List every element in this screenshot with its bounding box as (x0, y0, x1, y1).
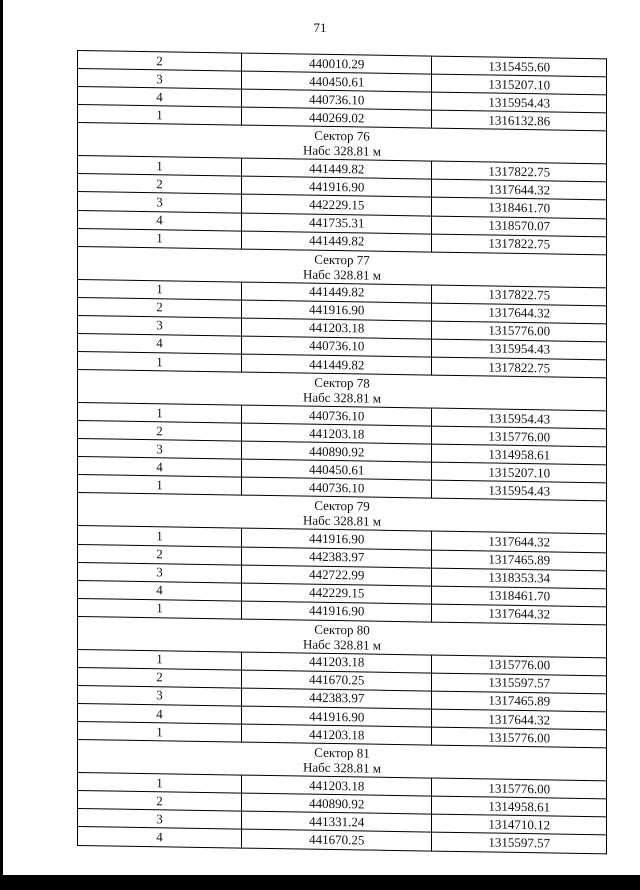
x-coordinate-cell: 441449.82 (242, 158, 432, 179)
point-number-cell: 1 (78, 351, 242, 372)
point-number-cell: 1 (78, 773, 242, 794)
y-coordinate-cell: 1315455.60 (432, 56, 607, 77)
y-coordinate-cell: 1315597.57 (432, 673, 607, 694)
y-coordinate-cell: 1315207.10 (432, 74, 607, 95)
point-number-cell: 1 (78, 105, 242, 126)
sector-name: Сектор 78 (314, 374, 370, 391)
y-coordinate-cell: 1314710.12 (432, 814, 607, 835)
x-coordinate-cell: 440890.92 (242, 793, 432, 814)
point-number-cell: 2 (78, 174, 242, 195)
x-coordinate-cell: 440736.10 (242, 336, 432, 357)
point-number-cell: 2 (78, 51, 242, 72)
x-coordinate-cell: 441916.90 (242, 176, 432, 197)
sector-elevation: Набс 328.81 м (302, 142, 382, 160)
y-coordinate-cell: 1317644.32 (432, 709, 607, 730)
point-number-cell: 1 (78, 228, 242, 249)
x-coordinate-cell: 441449.82 (242, 231, 432, 252)
y-coordinate-cell: 1317644.32 (432, 531, 607, 552)
x-coordinate-cell: 441203.18 (242, 724, 432, 745)
y-coordinate-cell: 1315954.43 (432, 339, 607, 360)
x-coordinate-cell: 441916.90 (242, 300, 432, 321)
x-coordinate-cell: 442229.15 (242, 583, 432, 604)
y-coordinate-cell: 1315776.00 (432, 655, 607, 676)
point-number-cell: 4 (78, 210, 242, 231)
point-number-cell: 2 (78, 667, 242, 688)
coordinates-table (77, 50, 607, 854)
y-coordinate-cell: 1315776.00 (432, 778, 607, 799)
x-coordinate-cell: 441331.24 (242, 811, 432, 832)
x-coordinate-cell: 441670.25 (242, 829, 432, 851)
coordinates-table-body (78, 51, 607, 854)
y-coordinate-cell: 1317644.32 (432, 303, 607, 324)
x-coordinate-cell: 441449.82 (242, 282, 432, 303)
x-coordinate-cell: 440010.29 (242, 53, 432, 74)
point-number-cell: 4 (78, 580, 242, 601)
point-number-cell: 4 (78, 333, 242, 354)
y-coordinate-cell: 1315776.00 (432, 426, 607, 447)
y-coordinate-cell: 1314958.61 (432, 796, 607, 817)
page-number: 71 (313, 20, 327, 35)
point-number-cell: 3 (78, 69, 242, 90)
sector-name: Сектор 76 (314, 128, 370, 144)
y-coordinate-cell: 1317465.89 (432, 550, 607, 571)
point-number-cell: 4 (78, 827, 242, 848)
sector-elevation: Набс 328.81 м (302, 759, 382, 776)
x-coordinate-cell: 440736.10 (242, 405, 432, 426)
point-number-cell: 2 (78, 791, 242, 812)
x-coordinate-cell: 440269.02 (242, 107, 432, 128)
scan-border-bottom (0, 875, 640, 890)
y-coordinate-cell: 1317465.89 (432, 691, 607, 712)
sector-name: Сектор 80 (314, 621, 370, 638)
y-coordinate-cell: 1315954.43 (432, 92, 607, 113)
point-number-cell: 2 (78, 544, 242, 565)
point-number-cell: 1 (78, 722, 242, 743)
sector-elevation: Набс 328.81 м (302, 266, 382, 283)
point-number-cell: 3 (78, 685, 242, 706)
point-number-cell: 1 (78, 475, 242, 496)
point-number-cell: 2 (78, 421, 242, 442)
point-number-cell: 1 (78, 156, 242, 177)
x-coordinate-cell: 441203.18 (242, 652, 432, 673)
y-coordinate-cell: 1316132.86 (432, 110, 607, 131)
sector-name: Сектор 81 (314, 744, 370, 761)
x-coordinate-cell: 440736.10 (242, 477, 432, 498)
x-coordinate-cell: 441203.18 (242, 423, 432, 444)
x-coordinate-cell: 442722.99 (242, 565, 432, 586)
scan-border-left (0, 0, 3, 890)
y-coordinate-cell: 1317822.75 (432, 161, 607, 182)
y-coordinate-cell: 1317644.32 (432, 179, 607, 200)
y-coordinate-cell: 1315776.00 (432, 727, 607, 748)
y-coordinate-cell: 1318570.07 (432, 216, 607, 237)
y-coordinate-cell: 1317644.32 (432, 604, 607, 625)
x-coordinate-cell: 442229.15 (242, 195, 432, 216)
sector-elevation: Набс 328.81 м (302, 512, 382, 530)
point-number-cell: 4 (78, 87, 242, 108)
point-number-cell: 3 (78, 192, 242, 213)
y-coordinate-cell: 1318461.70 (432, 586, 607, 607)
x-coordinate-cell: 441916.90 (242, 529, 432, 550)
x-coordinate-cell: 441670.25 (242, 670, 432, 691)
y-coordinate-cell: 1315597.57 (432, 832, 607, 853)
sector-elevation: Набс 328.81 м (302, 636, 382, 653)
y-coordinate-cell: 1315207.10 (432, 462, 607, 483)
coordinates-table-container (77, 50, 607, 854)
point-number-cell: 3 (78, 315, 242, 336)
y-coordinate-cell: 1317822.75 (432, 285, 607, 306)
sector-elevation: Набс 328.81 м (302, 389, 382, 406)
x-coordinate-cell: 442383.97 (242, 688, 432, 709)
point-number-cell: 3 (78, 809, 242, 830)
point-number-cell: 4 (78, 704, 242, 725)
point-number-cell: 1 (78, 526, 242, 547)
x-coordinate-cell: 442383.97 (242, 547, 432, 568)
point-number-cell: 1 (78, 598, 242, 619)
x-coordinate-cell: 441449.82 (242, 354, 432, 375)
x-coordinate-cell: 441916.90 (242, 601, 432, 622)
point-number-cell: 1 (78, 279, 242, 300)
x-coordinate-cell: 440450.61 (242, 71, 432, 92)
y-coordinate-cell: 1318353.34 (432, 568, 607, 589)
x-coordinate-cell: 440736.10 (242, 89, 432, 110)
x-coordinate-cell: 441916.90 (242, 706, 432, 727)
y-coordinate-cell: 1318461.70 (432, 198, 607, 219)
x-coordinate-cell: 441203.18 (242, 318, 432, 339)
y-coordinate-cell: 1315954.43 (432, 480, 607, 501)
point-number-cell: 2 (78, 297, 242, 318)
x-coordinate-cell: 441203.18 (242, 775, 432, 796)
y-coordinate-cell: 1314958.61 (432, 444, 607, 465)
sector-name: Сектор 79 (314, 498, 370, 515)
point-number-cell: 1 (78, 649, 242, 670)
point-number-cell: 1 (78, 403, 242, 424)
point-number-cell: 3 (78, 439, 242, 460)
y-coordinate-cell: 1315954.43 (432, 408, 607, 429)
x-coordinate-cell: 440890.92 (242, 441, 432, 462)
point-number-cell: 3 (78, 562, 242, 583)
x-coordinate-cell: 440450.61 (242, 459, 432, 480)
point-number-cell: 4 (78, 457, 242, 478)
sector-name: Сектор 77 (314, 251, 370, 268)
y-coordinate-cell: 1315776.00 (432, 321, 607, 342)
x-coordinate-cell: 441735.31 (242, 213, 432, 234)
y-coordinate-cell: 1317822.75 (432, 357, 607, 378)
y-coordinate-cell: 1317822.75 (432, 234, 607, 255)
